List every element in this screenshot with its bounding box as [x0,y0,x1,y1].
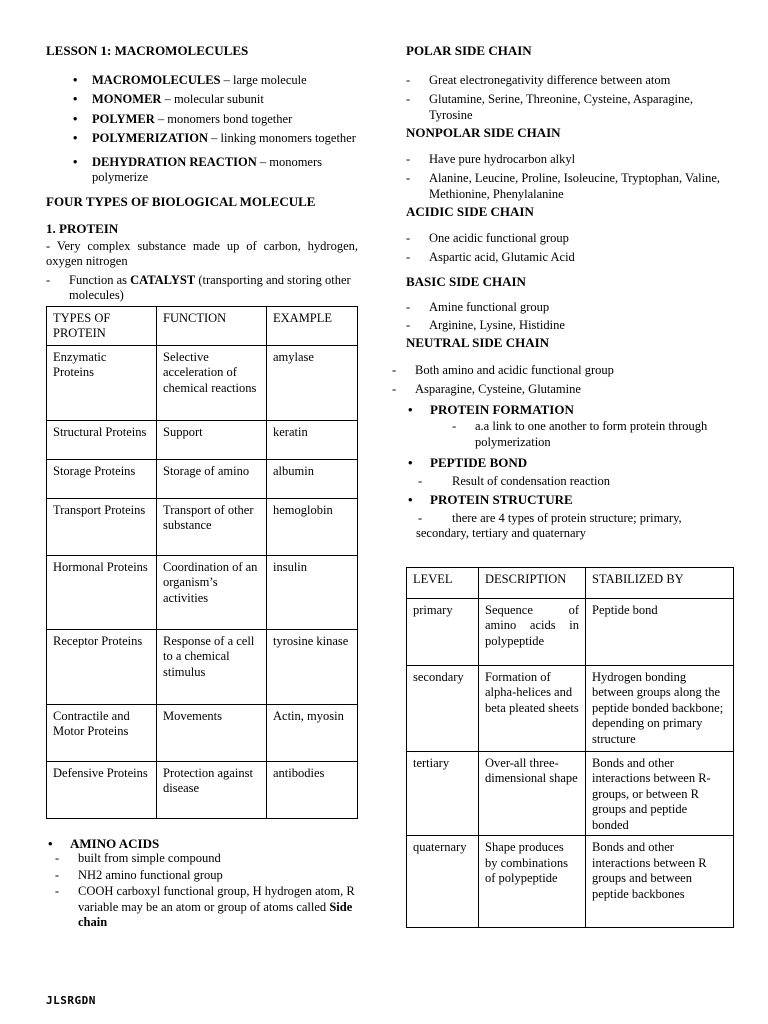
list-item: - built from simple compound [55,851,358,867]
table-header-cell: LEVEL [407,567,479,598]
table-cell: quaternary [407,836,479,928]
table-cell: Shape produces by combinations of polypeptide [479,836,586,928]
table-row [47,498,358,555]
table-cell: tyrosine kinase [267,629,358,704]
peptide-bond-heading: • PEPTIDE BOND [406,455,736,471]
table-cell: Enzymatic Proteins [47,345,157,420]
table-header-cell: EXAMPLE [267,306,358,345]
table-header-cell: STABILIZED BY [586,567,734,598]
table-cell: Response of a cell to a chemical stimulus [157,629,267,704]
protein-function: - Function as CATALYST (transporting and storing other molecules) [46,273,358,304]
table-cell: Bonds and other interactions between R groups and between peptide backbones [586,836,734,928]
table-cell: Bonds and other interactions between R-groups, or between R groups and peptide bonded [586,751,734,836]
table-header-cell: DESCRIPTION [479,567,586,598]
definition-item: • MONOMER – molecular subunit [46,92,358,108]
table-cell: Support [157,420,267,459]
table-cell: Movements [157,704,267,761]
protein-heading: 1. PROTEIN [46,221,119,236]
acidic-side-chain-heading: ACIDIC SIDE CHAIN [406,204,534,219]
table-cell: Protection against disease [157,761,267,818]
table-row [47,555,358,629]
definition-item: • DEHYDRATION REACTION – monomers polymerize [46,155,358,186]
table-row [47,345,358,420]
footer-signature: JLSRGDN [46,994,96,1007]
table-row [47,459,358,498]
table-cell: Coordination of an organism’s activities [157,555,267,629]
list-item: - Glutamine, Serine, Threonine, Cysteine, Asparagine, Tyrosine [406,92,736,123]
amino-acids-heading: • AMINO ACIDS [46,836,358,852]
table-row [47,420,358,459]
nonpolar-side-chain-heading: NONPOLAR SIDE CHAIN [406,125,561,140]
protein-description: - Very complex substance made up of carbon, hydrogen, oxygen nitrogen [46,238,358,268]
protein-structure-heading: • PROTEIN STRUCTURE [406,492,736,508]
list-item: - Both amino and acidic functional group [392,363,736,379]
neutral-list [392,363,736,398]
list-item: - Amine functional group [406,300,736,316]
protein-structure-text: - there are 4 types of protein structure; primary, secondary, tertiary and quaternary [416,510,682,540]
list-item: - Aspartic acid, Glutamic Acid [406,250,736,266]
list-item: - Have pure hydrocarbon alkyl [406,152,736,168]
table-cell: Peptide bond [586,598,734,665]
table-cell: Storage of amino [157,459,267,498]
peptide-bond-text: - Result of condensation reaction [418,473,610,488]
table-cell: secondary [407,665,479,751]
table-header-row [47,306,358,345]
table-cell: Hormonal Proteins [47,555,157,629]
definition-item: • POLYMERIZATION – linking monomers together [46,131,358,147]
table-cell: Actin, myosin [267,704,358,761]
table-cell: Transport of other substance [157,498,267,555]
table-row [407,836,734,928]
table-row [407,598,734,665]
list-item: - COOH carboxyl functional group, H hydrogen atom, R variable may be an atom or group of atoms called Side chain [55,884,358,931]
lesson-title: LESSON 1: MACROMOLECULES [46,43,249,58]
definition-item: • MACROMOLECULES – large molecule [46,73,358,89]
table-row [47,704,358,761]
table-cell: Receptor Proteins [47,629,157,704]
protein-types-table [46,306,358,819]
table-cell: Defensive Proteins [47,761,157,818]
neutral-side-chain-heading: NEUTRAL SIDE CHAIN [406,335,550,350]
table-cell: antibodies [267,761,358,818]
table-header-cell: TYPES OF PROTEIN [47,306,157,345]
list-item: - One acidic functional group [406,231,736,247]
four-types-heading: FOUR TYPES OF BIOLOGICAL MOLECULE [46,193,316,209]
table-cell: hemoglobin [267,498,358,555]
table-header-cell: FUNCTION [157,306,267,345]
list-item: - Great electronegativity difference between atom [406,73,736,89]
protein-formation-heading: • PROTEIN FORMATION [406,402,736,418]
table-cell: Formation of alpha-helices and beta pleated sheets [479,665,586,751]
definitions-list [46,73,358,186]
table-cell: Selective acceleration of chemical reactions [157,345,267,420]
amino-acids-list [46,851,358,931]
right-column [406,40,736,928]
table-cell: primary [407,598,479,665]
protein-formation-text: - a.a link to one another to form protein through polymerization [452,419,708,449]
table-cell: keratin [267,420,358,459]
table-cell: Hydrogen bonding between groups along the peptide bonded backbone; depending on primary structure [586,665,734,751]
table-cell: tertiary [407,751,479,836]
list-item: - Alanine, Leucine, Proline, Isoleucine, Tryptophan, Valine, Methionine, Phenylalanine [406,171,736,202]
polar-side-chain-heading: POLAR SIDE CHAIN [406,43,532,58]
table-cell: Over-all three-dimensional shape [479,751,586,836]
table-row [407,751,734,836]
table-cell: albumin [267,459,358,498]
table-cell: Contractile and Motor Proteins [47,704,157,761]
list-item: - Asparagine, Cysteine, Glutamine [392,382,736,398]
table-header-row [407,567,734,598]
table-row [47,761,358,818]
table-row [407,665,734,751]
table-row [47,629,358,704]
table-cell: amylase [267,345,358,420]
table-cell: Sequence of amino acids in polypeptide [479,598,586,665]
table-cell: Transport Proteins [47,498,157,555]
table-cell: Structural Proteins [47,420,157,459]
list-item: - NH2 amino functional group [55,868,358,884]
basic-side-chain-heading: BASIC SIDE CHAIN [406,273,526,289]
protein-structure-table [406,567,734,929]
definition-item: • POLYMER – monomers bond together [46,112,358,128]
list-item: - Arginine, Lysine, Histidine [406,318,736,334]
table-cell: Storage Proteins [47,459,157,498]
table-cell: insulin [267,555,358,629]
left-column [46,40,358,932]
